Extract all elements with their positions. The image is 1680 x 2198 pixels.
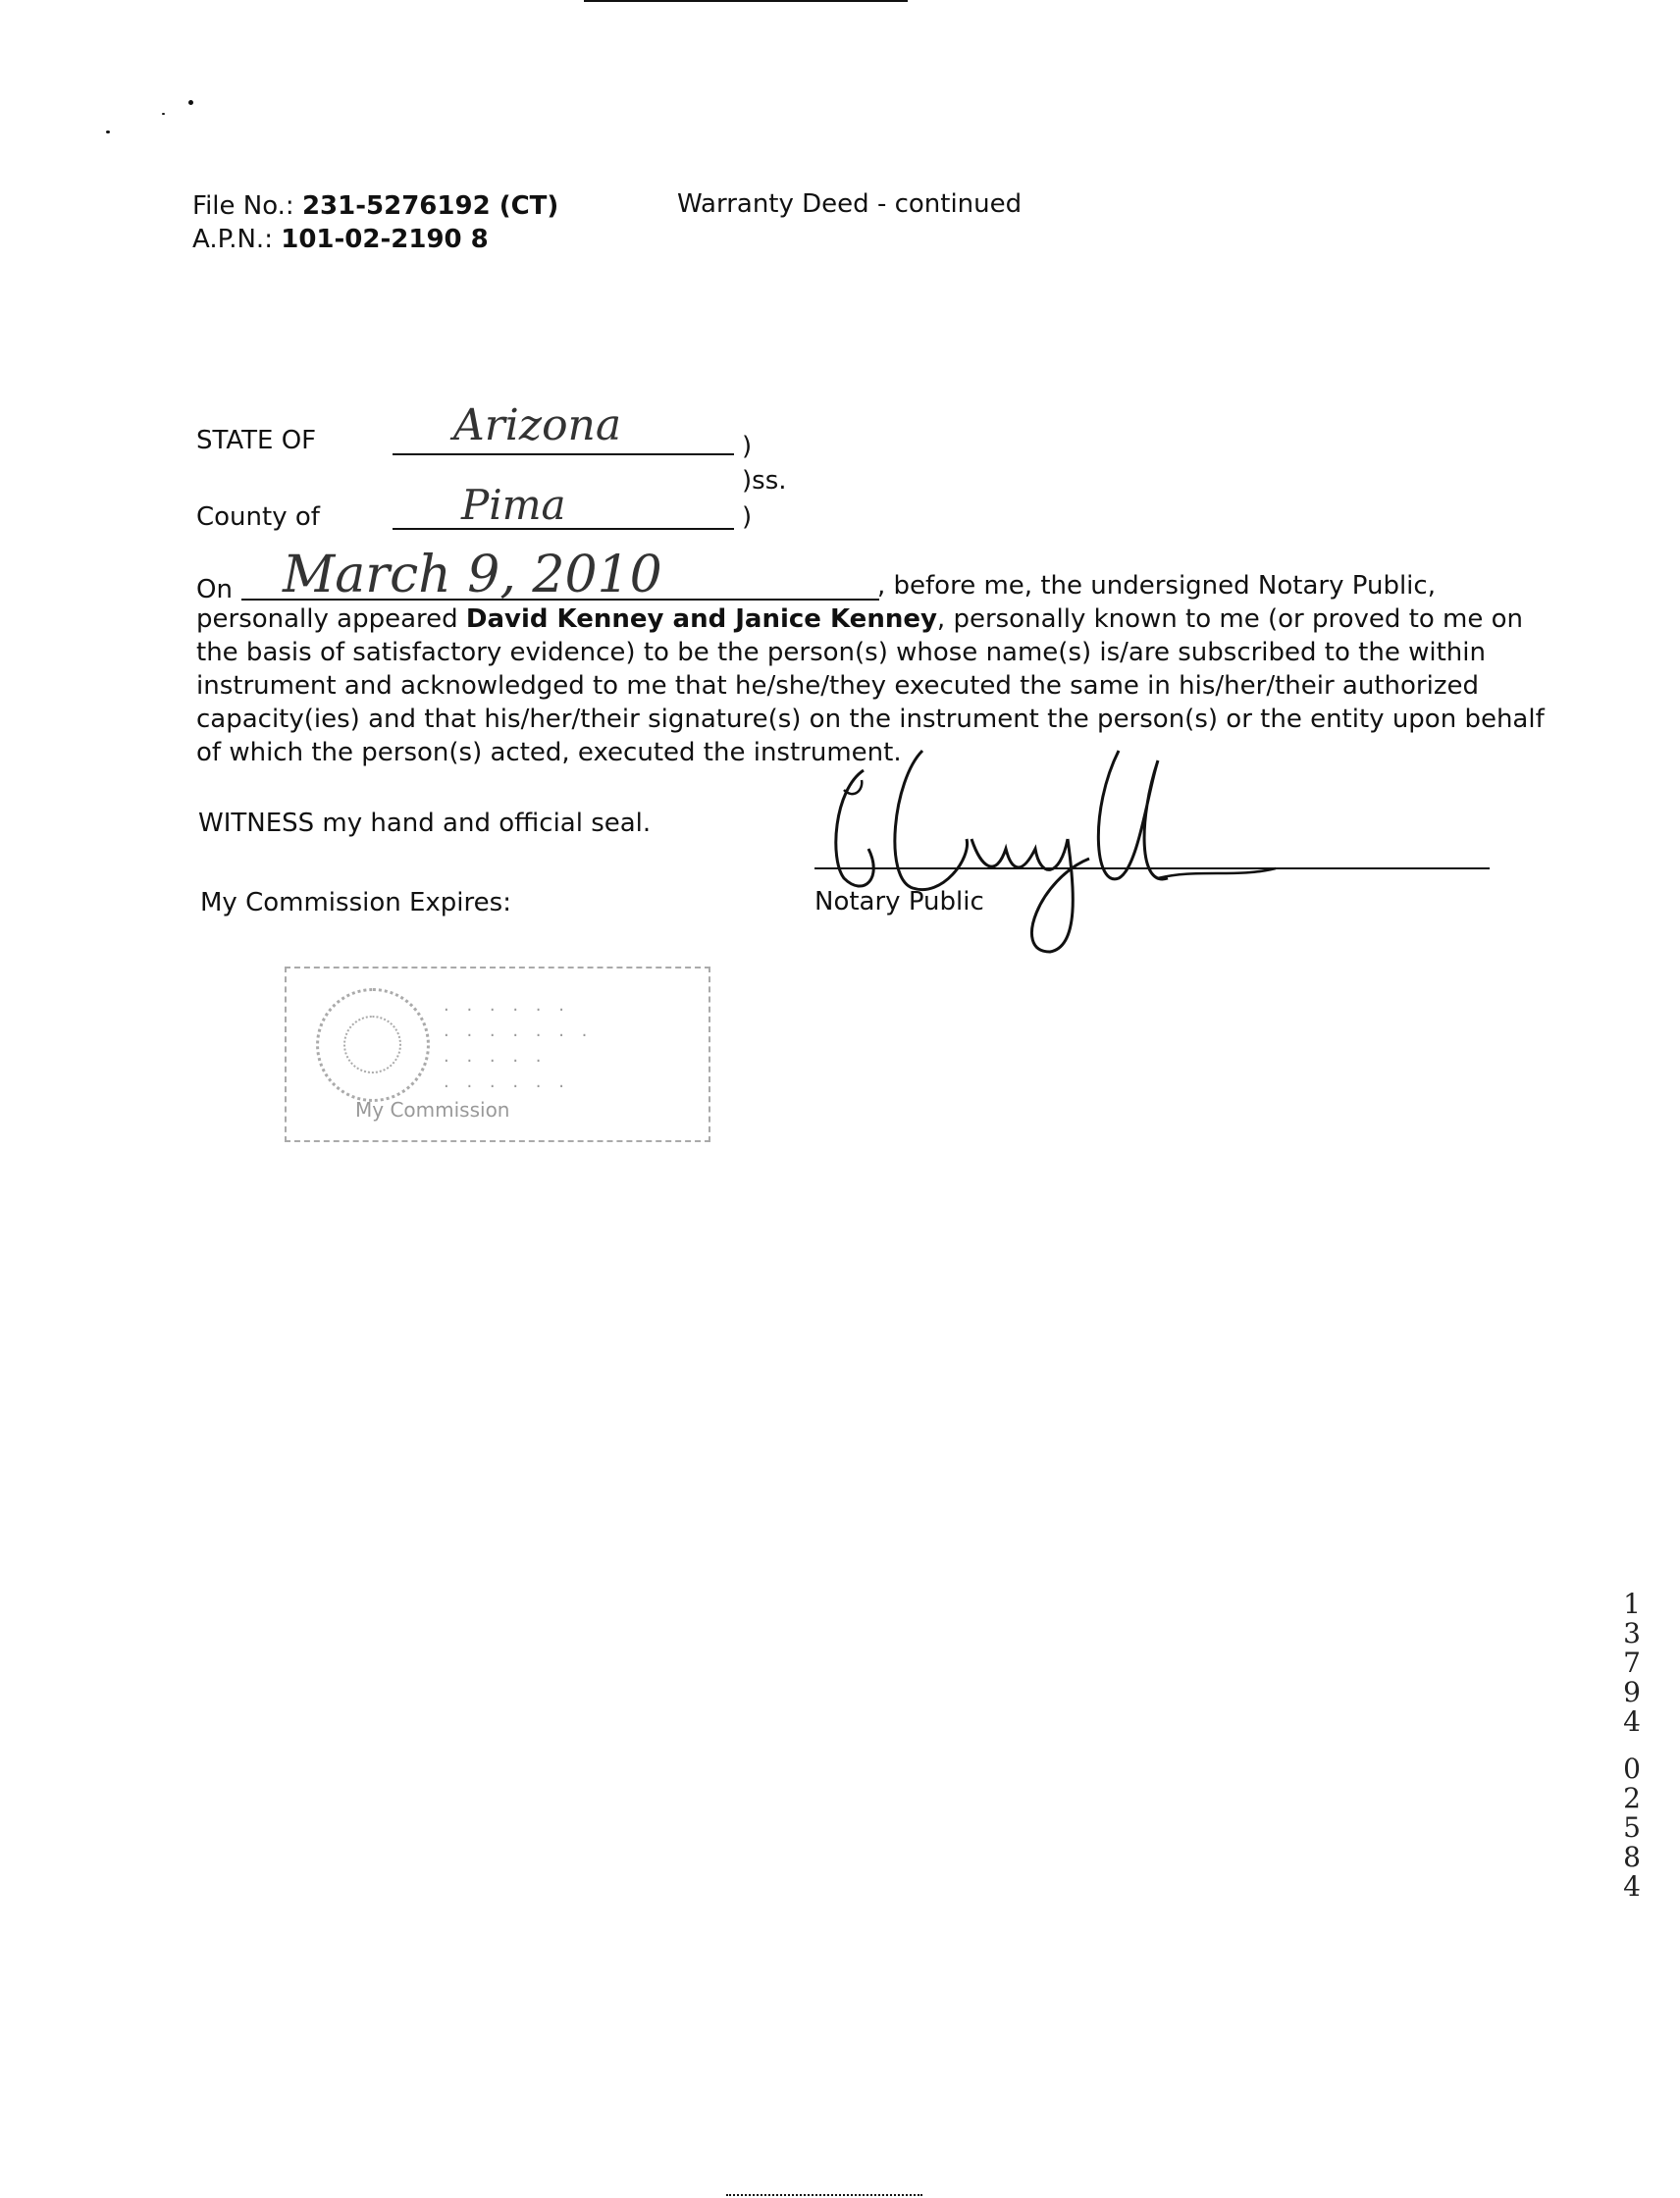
scan-speck <box>106 131 110 133</box>
recording-number: 1 3 7 9 4 0 2 5 8 4 <box>1623 1588 1641 1903</box>
file-no-label: File No.: <box>192 191 294 221</box>
state-line <box>393 453 734 455</box>
file-no-value: 231-5276192 (CT) <box>301 191 559 221</box>
paren-ss: )ss. <box>742 466 787 496</box>
bottom-edge-line <box>726 2194 922 2196</box>
paren-3: ) <box>742 502 753 532</box>
signer-names: David Kenney and Janice Kenney <box>465 604 937 634</box>
ack-line2: personally appeared David Kenney and Janice Kenney, personally known to me (or proved to me on <box>196 604 1524 634</box>
paren-1: ) <box>742 432 753 461</box>
top-edge-line <box>584 0 908 2</box>
stamp-faded-rows: · · · · · · · · · · · · · · · · · · · · · · · · <box>444 1000 594 1097</box>
apn <box>192 223 489 256</box>
state-handwritten: Arizona <box>453 400 622 450</box>
ack-line6: of which the person(s) acted, executed the instrument. <box>196 738 902 767</box>
file-no <box>192 189 558 223</box>
document-title: Warranty Deed - continued <box>677 189 1023 219</box>
witness-text: WITNESS my hand and official seal. <box>198 809 652 838</box>
notary-public-label: Notary Public <box>814 887 984 916</box>
stamp-seal-icon <box>316 988 430 1102</box>
county-label: County of <box>196 502 320 532</box>
ack-line5: capacity(ies) and that his/her/their signature(s) on the instrument the person(s) or the entity upon behalf <box>196 705 1545 734</box>
apn-label: A.P.N.: <box>192 225 273 254</box>
ack-line3: the basis of satisfactory evidence) to be the person(s) whose name(s) is/are subscribed to the within <box>196 638 1486 667</box>
notary-signature <box>824 731 1295 957</box>
scan-speck <box>188 100 193 105</box>
state-label: STATE OF <box>196 426 317 455</box>
apn-value: 101-02-2190 8 <box>281 225 489 254</box>
commission-expires-label: My Commission Expires: <box>200 888 511 917</box>
stamp-text: My Commission <box>355 1098 510 1122</box>
county-handwritten: Pima <box>461 481 566 529</box>
notary-stamp <box>285 967 710 1142</box>
scan-speck <box>162 113 165 115</box>
ack-line1-tail: , before me, the undersigned Notary Public, <box>877 571 1436 601</box>
date-handwritten: March 9, 2010 <box>283 546 662 604</box>
ack-line4: instrument and acknowledged to me that he/she/they executed the same in his/her/their authorized <box>196 671 1479 701</box>
on-label: On <box>196 575 233 604</box>
